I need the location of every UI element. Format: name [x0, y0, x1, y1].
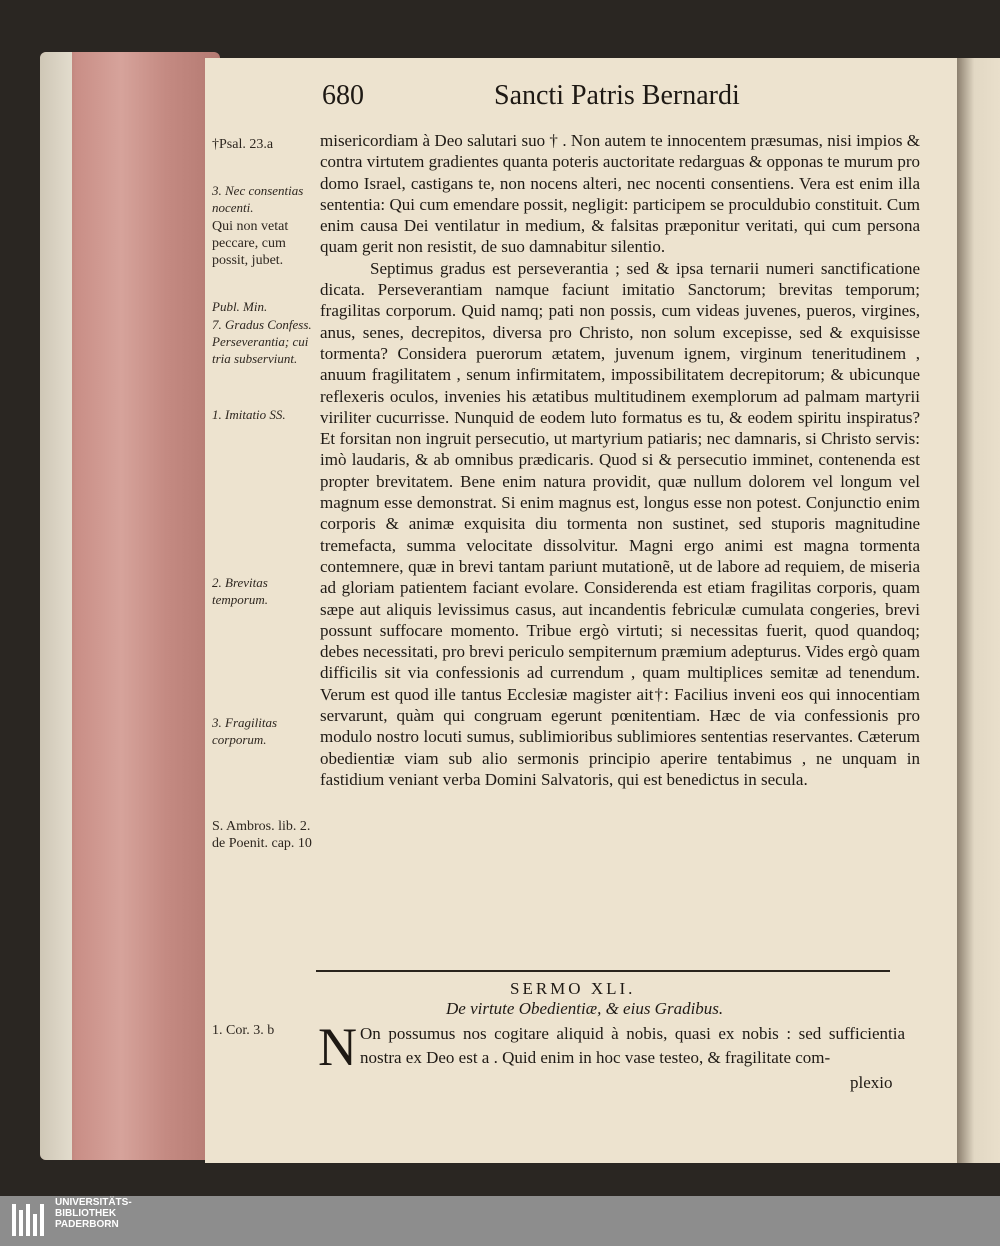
page-number: 680 — [322, 80, 364, 111]
margin-note: Publ. Min. — [212, 299, 268, 314]
margin-note: 3. Nec consentias nocenti. — [212, 183, 304, 215]
sermon-text — [360, 1022, 905, 1070]
margin-note: 1. Imitatio SS. — [212, 407, 286, 422]
margin-note: S. Ambros. lib. 2. de Poenit. cap. 10 — [212, 819, 312, 851]
sermon-title: SERMO XLI. — [510, 979, 636, 998]
margin-note: 1. Cor. 3. b — [212, 1023, 275, 1038]
margin-note: 3. Fragilitas corporum. — [212, 715, 278, 747]
divider-rule — [316, 970, 890, 972]
paragraph: Septimus gradus est perseverantia ; sed & ipsa ternarii numeri sanctificatione dicata. Perseverantiam namque faciunt imitatio Sanctorum; brevitas temporum; fragilitas corporum. Quid namq; pati non possis, cum videas juvenes, pueros, virgines, anus, senes, decrepitos, diversa pro Christo, non solum excepisse, sed & exquisisse tormenta? Considera puerorum ætatem, juvenum ignem, virginum teneritudinem , anuum fragilitatem , senum infirmitatem, impossibilitatem decrepitorum; & ubicunque reflexeris oculos, invenies his ætatibus multitudinem exemplorum ad palmam martyrii viriliter cucurrisse. Nunquid de eodem luto formatus es tu, & eodem spiritu inspiratus? Et forsitan non ingruit persecutio, ut martyrium patiaris; nec damnaris, si Christo servis: imò laudaris, & ab omnibus prædicaris. Quod si & persecutio imminet, contenenda est propter brevitatem. Bene enim natura providit, quæ nullum dolorem vel longum vel magnum esse demonstrat. Si enim magnus est, longus esse non potest. Conjunctio enim corporis & animæ exquisita diu tormenta non sustinet, sed stuporis magnitudine tremefacta, summa velocitate dissolvitur. Magni ergo animi est magna tormenta contemnere, quæ in brevi tantam pariunt mutationẽ, ut de labore ad requiem, de miseria ad gloriam patientem faciant evolare. Considerenda est etiam fragilitas corporis, quam sæpe aut aliquis levissimus casus, aut incandentis febriculæ cumulata congeries, brevi possunt suffocare momento. Tribue ergò virtuti; si necessitas fuerit, quod quandoq; debes necessitati, pro brevi periculo sempiternum præmium adepturus. Vides ergò quam difficilis sit via confessionis ad currendum , quam multiplices semitæ ad tenendum. Verum est quod ille tantus Ecclesiæ magister ait†: Facilius inveni eos qui innocentiam servarunt, quàm qui congruam egerunt pœnitentiam. Hæc de via confessionis pro modulo nostro locuti sumus, sublimioribus sublimiores sententias reservantes. Cæterum obedientiæ viam sub alio sermonis principio aperire tentabimus , ne unquam in fastidium veniant verba Domini Salvatoris, qui est benedictus in secula. — [320, 258, 920, 789]
facing-page-edge — [957, 58, 1000, 1163]
paragraph: misericordiam à Deo salutari suo † . Non autem te innocentem præsumas, nisi impios & contra virtutem gradientes quanta poteris auctoritate redarguas & opponas te murum pro domo Israel, castigans te, non nocens alteri, nec nocenti consentiens. Vera est enim illa sententia: Qui cum emendare possit, negligit: participem se proculdubio constituit. Cum enim causa Dei ventilatur in medium, & falsitas præponitur veritati, qui cum persona quam gerit non resistit, de suo damnabitur silentio. — [320, 131, 920, 257]
drop-initial: N — [318, 1017, 357, 1077]
margin-note: 7. Gradus Confess. Perseverantia; cui tria subserviunt. — [212, 317, 312, 366]
margin-note: †Psal. 23.a — [212, 137, 274, 152]
margin-note: Qui non vetat peccare, cum possit, jubet. — [212, 219, 289, 268]
sermon-subtitle: De virtute Obedientiæ, & eius Gradibus. — [446, 999, 724, 1018]
book-fore-edge — [40, 52, 220, 1160]
margin-note: 2. Brevitas temporum. — [212, 575, 268, 607]
paragraph: On possumus nos cogitare aliquid à nobis, quasi ex nobis : sed sufficientia nostra ex Deo est a . Quid enim in hoc vase testeo, & fragilitate com- — [360, 1024, 905, 1067]
running-title: Sancti Patris Bernardi — [494, 80, 740, 111]
catchword: plexio — [850, 1073, 893, 1092]
running-head — [322, 80, 762, 120]
library-logo-icon — [10, 1200, 50, 1240]
main-text — [320, 130, 920, 790]
library-name: UNIVERSITÄTS- BIBLIOTHEK PADERBORN — [55, 1197, 132, 1230]
